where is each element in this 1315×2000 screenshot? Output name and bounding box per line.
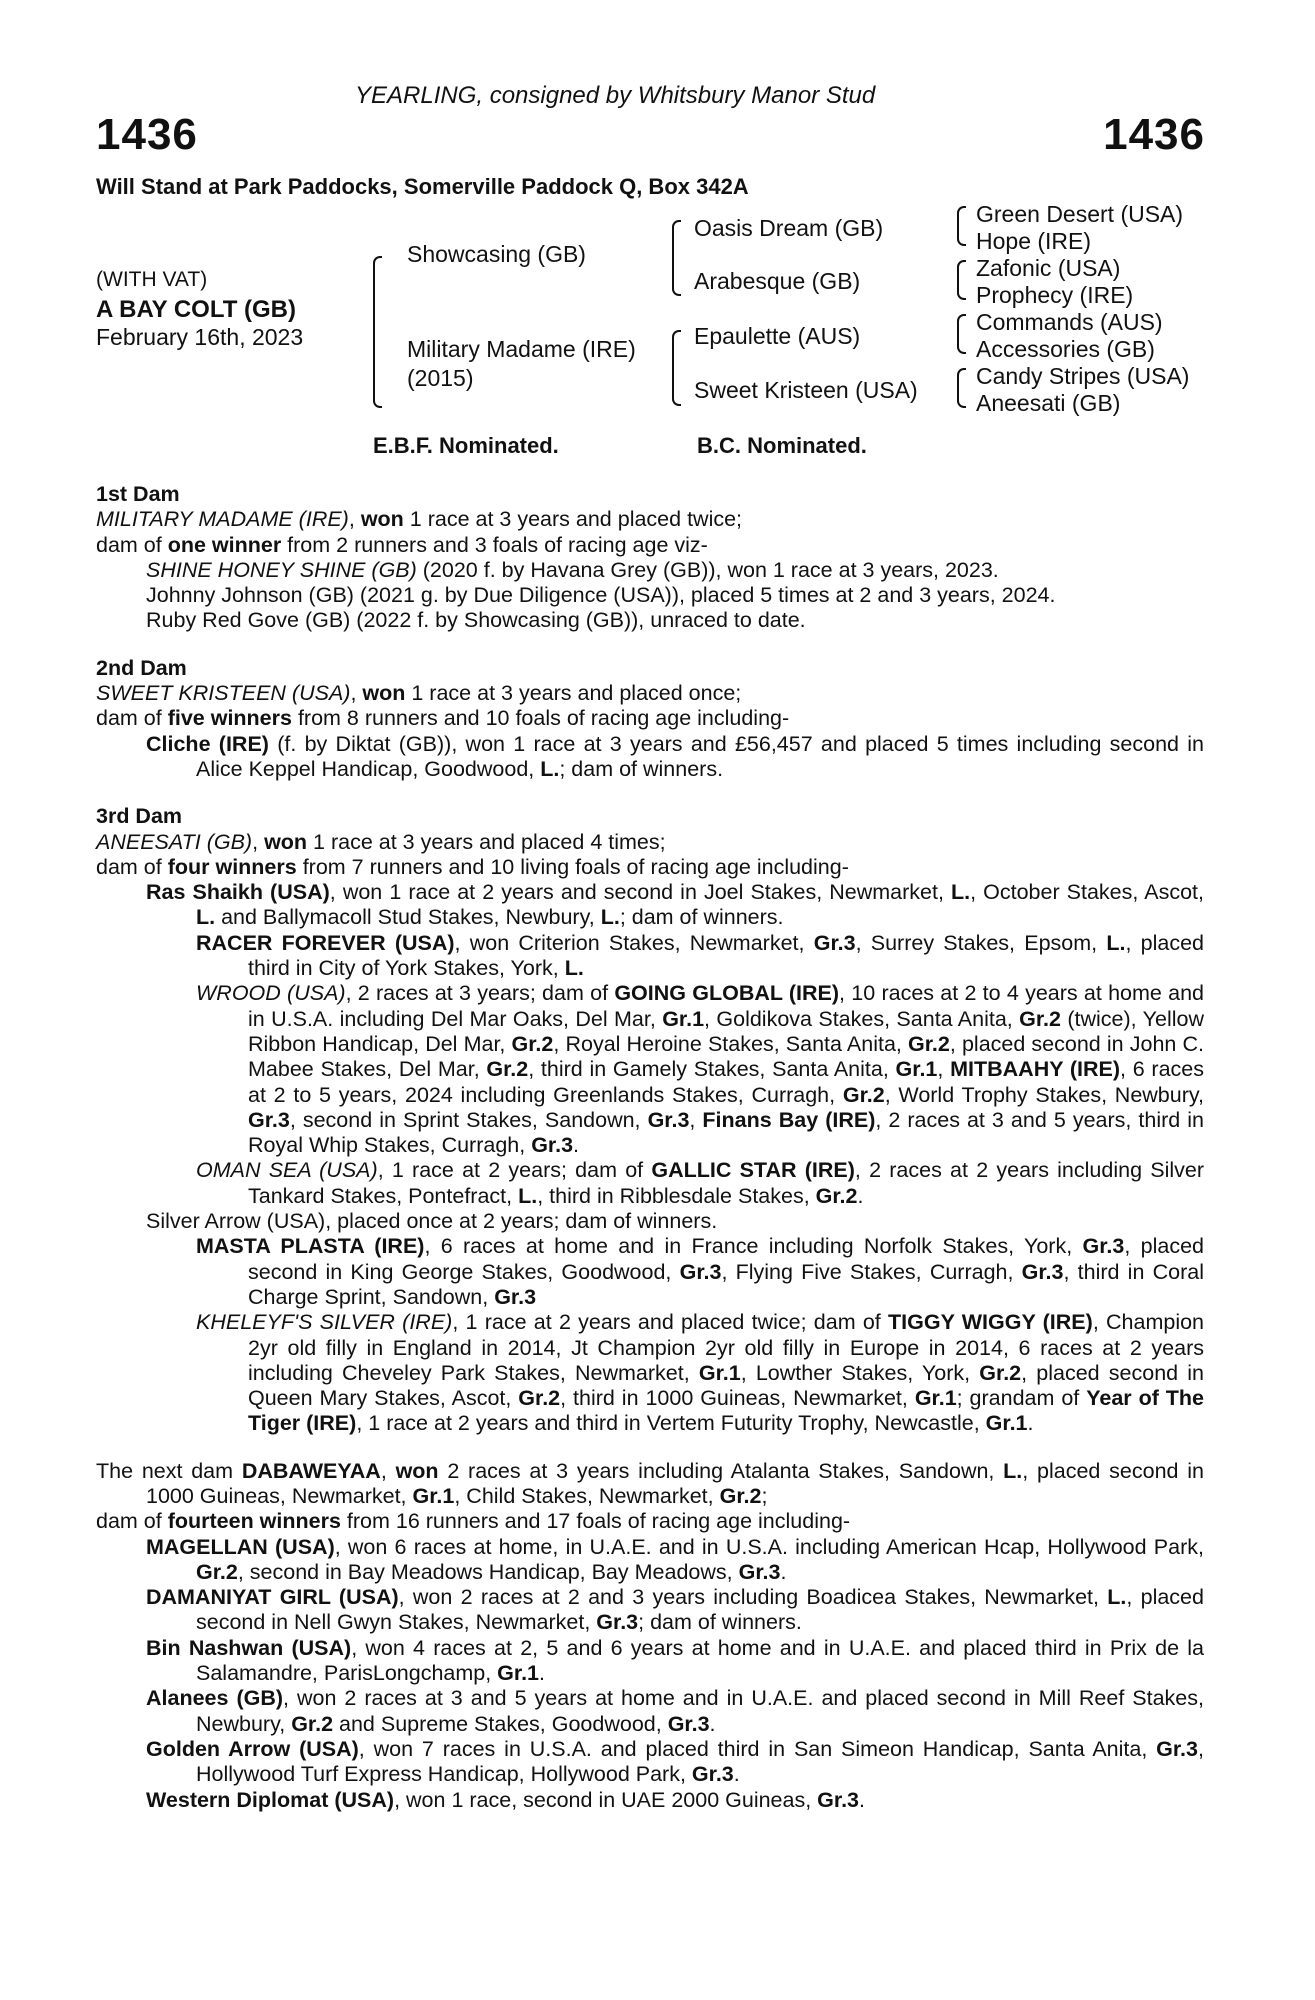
pedigree-brace-2b [672, 330, 681, 406]
horse-dob: February 16th, 2023 [96, 324, 304, 350]
vat-label: (WITH VAT) [96, 268, 208, 291]
gen3-5: Commands (AUS) [976, 309, 1163, 335]
third-dam-silver-arrow: Silver Arrow (USA), placed once at 2 years; dam of winners. [146, 1209, 718, 1234]
next-dam-western-diplomat: Western Diplomat (USA), won 1 race, second in UAE 2000 Guineas, Gr.3. [146, 1787, 865, 1812]
next-dam-damaniyat-girl: DAMANIYAT GIRL (USA), won 2 races at 2 and 3 years including Boadicea Stakes, Newmarket, L., placed second in Nell Gwyn Stakes, Newmarket, Gr.3; dam of winners. [146, 1585, 1204, 1635]
ebf-nomination: E.B.F. Nominated. [373, 433, 559, 458]
next-dam-alanees: Alanees (GB), won 2 races at 3 and 5 years at home and in U.A.E. and placed second in Mill Reef Stakes, Newbury, Gr.2 and Supreme Stakes, Goodwood, Gr.3. [146, 1686, 1204, 1736]
bc-nomination: B.C. Nominated. [697, 433, 867, 458]
catalogue-body [96, 482, 1204, 1813]
second-dam-heading: 2nd Dam [96, 655, 187, 680]
gen3-6: Accessories (GB) [976, 336, 1155, 362]
lot-number-right: 1436 [1103, 110, 1205, 159]
third-dam-oman-sea: OMAN SEA (USA), 1 race at 2 years; dam of GALLIC STAR (IRE), 2 races at 2 years including Silver Tankard Stakes, Pontefract, L., third in Ribblesdale Stakes, Gr.2. [196, 1158, 1205, 1208]
third-dam-masta-plasta: MASTA PLASTA (IRE), 6 races at home and in France including Norfolk Stakes, York, Gr.3, placed second in King George Stakes, Goodwood, Gr.3, Flying Five Stakes, Curragh, Gr.3, third in Coral Charge Sprint, Sandown, Gr.3 [196, 1234, 1204, 1309]
gen3-3: Zafonic (USA) [976, 255, 1121, 281]
horse-name: A BAY COLT (GB) [96, 296, 297, 323]
dam-dam: Sweet Kristeen (USA) [694, 377, 918, 403]
gen3-4: Prophecy (IRE) [976, 282, 1134, 308]
third-dam-heading: 3rd Dam [96, 804, 183, 829]
second-dam-produce: dam of five winners from 8 runners and 10 foals of racing age including- [96, 706, 790, 731]
first-dam-heading: 1st Dam [96, 482, 180, 506]
sire-name: Showcasing (GB) [407, 241, 586, 267]
second-dam-line: SWEET KRISTEEN (USA), won 1 race at 3 years and placed once; [96, 681, 742, 706]
second-dam-foal-1: Cliche (IRE) (f. by Diktat (GB)), won 1 race at 3 years and £56,457 and placed 5 times including second in Alice Keppel Handicap, Goodwood, L.; dam of winners. [146, 731, 1204, 781]
third-dam-foal-ras-shaikh: Ras Shaikh (USA), won 1 race at 2 years and second in Joel Stakes, Newmarket, L., October Stakes, Ascot, L. and Ballymacoll Stud Stakes, Newbury, L.; dam of winners. [146, 880, 1204, 930]
next-dam-bin-nashwan: Bin Nashwan (USA), won 4 races at 2, 5 and 6 years at home and in U.A.E. and placed third in Prix de la Salamandre, ParisLongchamp, Gr.1. [146, 1635, 1204, 1686]
next-dam-produce: dam of fourteen winners from 16 runners and 17 foals of racing age including- [96, 1509, 851, 1534]
pedigree-brace-3b [957, 260, 966, 300]
third-dam-wrood: WROOD (USA), 2 races at 3 years; dam of GOING GLOBAL (IRE), 10 races at 2 to 4 years at home and in U.S.A. including Del Mar Oaks, Del Mar, Gr.1, Goldikova Stakes, Santa Anita, Gr.2 (twice), Yellow Ribbon Handicap, Del Mar, Gr.2, Royal Heroine Stakes, Santa Anita, Gr.2, placed second in John C. Mabee Stakes, Del Mar, Gr.2, third in Gamely Stakes, Santa Anita, Gr.1, MITBAAHY (IRE), 6 races at 2 to 5 years, 2024 including Greenlands Stakes, Curragh, Gr.2, World Trophy Stakes, Newbury, Gr.3, second in Sprint Stakes, Sandown, Gr.3, Finans Bay (IRE), 2 races at 3 and 5 years, third in Royal Whip Stakes, Curragh, Gr.3. [196, 981, 1205, 1158]
dam-year: (2015) [407, 365, 474, 391]
third-dam-racer-forever: RACER FOREVER (USA), won Criterion Stakes, Newmarket, Gr.3, Surrey Stakes, Epsom, L., placed third in City of York Stakes, York, L. [196, 930, 1205, 981]
first-dam-name: MILITARY MADAME (IRE) [96, 507, 349, 532]
first-dam-line: MILITARY MADAME (IRE), won 1 race at 3 years and placed twice; [96, 507, 743, 532]
first-dam-foal-1: SHINE HONEY SHINE (GB) (2020 f. by Havana Grey (GB)), won 1 race at 3 years, 2023. [146, 557, 999, 582]
pedigree-brace-3d [957, 368, 966, 408]
pedigree-brace-1 [373, 256, 382, 408]
gen3-7: Candy Stripes (USA) [976, 363, 1190, 389]
gen3-8: Aneesati (GB) [976, 390, 1121, 416]
third-dam-kheleyfs-silver: KHELEYF'S SILVER (IRE), 1 race at 2 years and placed twice; dam of TIGGY WIGGY (IRE), Champion 2yr old filly in England in 2014, Jt Champion 2yr old filly in Europe in 2014, 6 races at 2 years including Cheveley Park Stakes, Newmarket, Gr.1, Lowther Stakes, York, Gr.2, placed second in Queen Mary Stakes, Ascot, Gr.2, third in 1000 Guineas, Newmarket, Gr.1; grandam of Year of The Tiger (IRE), 1 race at 2 years and third in Vertem Futurity Trophy, Newcastle, Gr.1. [196, 1310, 1205, 1436]
lot-number-left: 1436 [96, 110, 198, 159]
first-dam-foal-3: Ruby Red Gove (GB) (2022 f. by Showcasing (GB)), unraced to date. [146, 608, 806, 633]
next-dam-line: The next dam DABAWEYAA, won 2 races at 3 years including Atalanta Stakes, Sandown, L., placed second in 1000 Guineas, Newmarket, Gr.1, Child Stakes, Newmarket, Gr.2; [96, 1458, 1204, 1508]
gen3-1: Green Desert (USA) [976, 201, 1184, 227]
dam-sire: Epaulette (AUS) [694, 323, 861, 349]
pedigree-brace-2a [672, 220, 681, 296]
sire-sire: Oasis Dream (GB) [694, 215, 884, 241]
next-dam-golden-arrow: Golden Arrow (USA), won 7 races in U.S.A. and placed third in San Simeon Handicap, Santa Anita, Gr.3, Hollywood Turf Express Handicap, Hollywood Park, Gr.3. [146, 1736, 1204, 1787]
dam-name: Military Madame (IRE) [407, 336, 636, 362]
next-dam-magellan: MAGELLAN (USA), won 6 races at home, in U.A.E. and in U.S.A. including American Hcap, Hollywood Park, Gr.2, second in Bay Meadows Handicap, Bay Meadows, Gr.3. [146, 1534, 1204, 1584]
pedigree-brace-3a [957, 206, 966, 246]
gen3-2: Hope (IRE) [976, 228, 1092, 254]
first-dam-produce: dam of one winner from 2 runners and 3 foals of racing age viz- [96, 532, 708, 557]
third-dam-produce: dam of four winners from 7 runners and 10 living foals of racing age including- [96, 854, 849, 879]
consignment-line: YEARLING, consigned by Whitsbury Manor Stud [355, 82, 876, 109]
first-dam-foal-2: Johnny Johnson (GB) (2021 g. by Due Diligence (USA)), placed 5 times at 2 and 3 years, 2024. [146, 583, 1056, 608]
pedigree-brace-3c [957, 314, 966, 354]
sire-dam: Arabesque (GB) [694, 268, 861, 294]
third-dam-line: ANEESATI (GB), won 1 race at 3 years and placed 4 times; [96, 829, 666, 854]
stand-location: Will Stand at Park Paddocks, Somerville Paddock Q, Box 342A [96, 174, 749, 199]
